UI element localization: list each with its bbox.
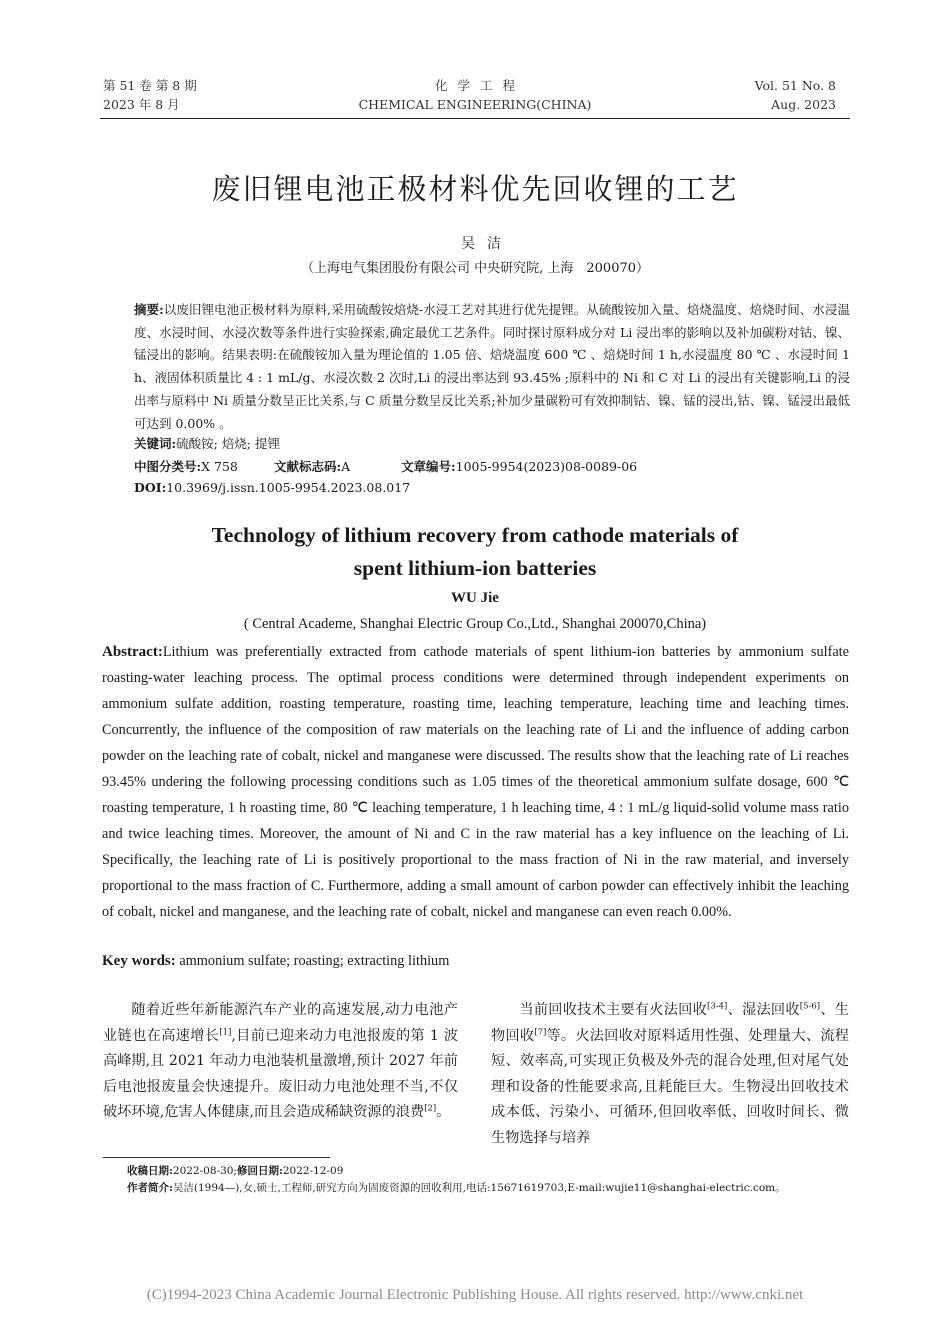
abstract-en-label: Abstract: xyxy=(102,644,163,660)
doi-label: DOI: xyxy=(134,480,167,495)
body-column-left xyxy=(103,998,458,1126)
author-bio-value: 吴洁(1994—),女,硕士,工程师,研究方向为固废资源的回收利用,电话:15671619703,E-mail:wujie11@shanghai-electric.com。 xyxy=(172,1182,786,1194)
journal-name-en: CHEMICAL ENGINEERING(CHINA) xyxy=(358,97,592,112)
footnote-dates xyxy=(127,1163,343,1180)
clc-number xyxy=(134,457,238,475)
volume-issue-en: Vol. 51 No. 8 xyxy=(754,78,836,93)
title-en-line1: Technology of lithium recovery from cathode materials of xyxy=(211,523,739,547)
keywords-cn-label: 关键词: xyxy=(134,436,177,451)
received-date-value: 2022-08-30; xyxy=(172,1165,237,1177)
author-en: WU Jie xyxy=(451,590,499,606)
revised-date-label: 修回日期: xyxy=(236,1165,283,1177)
citation-ref[interactable]: [2] xyxy=(424,1103,437,1114)
received-date-label: 收稿日期: xyxy=(127,1165,173,1177)
footnote-author-bio xyxy=(127,1180,786,1197)
citation-ref[interactable]: [5-6] xyxy=(799,1001,821,1012)
clc-value: X 758 xyxy=(201,459,238,474)
keywords-en-label: Key words: xyxy=(102,953,176,969)
article-number-value: 1005-9954(2023)08-0089-06 xyxy=(455,459,638,474)
abstract-cn-text: 以废旧锂电池正极材料为原料,采用硫酸铵焙烧-水浸工艺对其进行优先提锂。从硫酸铵加入量、焙烧温度、焙烧时间、水浸温度、水浸时间、水浸次数等条件进行实验探索,确定最优工艺条件。同时探讨原料成分对 Li 浸出率的影响以及补加碳粉对钴、镍、锰浸出的影响。结果表明:在硫酸铵加入量为理论值的 1.05 倍、焙烧温度 600 ℃ 、焙烧时间 1 h,水浸温度 80 ℃ 、水浸时间 1 h、液固体积质量比 4 : 1 mL/g、水浸次数 2 次时,Li 的浸出率达到 93.45% ;原料中的 Ni 和 C 对 Li 的浸出有关键影响,Li 的浸出率与原料中 Ni 质量分数呈正比关系,与 C 质量分数呈反比关系;补加少量碳粉可有效抑制钴、镍、锰的浸出,钴、镍、锰浸出最低可达到 0.00% 。 xyxy=(134,302,850,431)
body-text: 等。火法回收对原料适用性强、处理量大、流程短、效率高,可实现正负极及外壳的混合处理,但对尾气处理和设备的性能要求高,且耗能巨大。生物浸出回收技术成本低、污染小、可循环,但回收率低、回收时间长、微生物选择与培养 xyxy=(491,1027,849,1146)
keywords-cn xyxy=(134,434,280,452)
body-text: 。 xyxy=(436,1104,451,1120)
abstract-en-text: Lithium was preferentially extracted from cathode materials of spent lithium-ion batteries by ammonium sulfate roasting-water leaching process. The optimal process conditions were determined through independent experiments on ammonium sulfate addition, roasting temperature, roasting time, leaching temperature, leaching time and leaching times. Concurrently, the influence of the composition of raw materials on the leaching rate of Li and the influence of adding carbon powder on the leaching rate of cobalt, nickel and manganese were discussed. The results show that the leaching rate of Li reaches 93.45% undering the following processing conditions such as 1.05 times of the theoretical ammonium sulfate dosage, 600 ℃ roasting temperature, 1 h roasting time, 80 ℃ leaching temperature, 1 h leaching time, 4 : 1 mL/g liquid-solid volume mass ratio and twice leaching times. Moreover, the amount of Ni and C in the raw material has a key influence on the leaching of Li. Specifically, the leaching rate of Li is positively proportional to the mass fraction of Ni in the raw material, and inversely proportional to the mass fraction of C. Furthermore, adding a small amount of carbon powder can effectively inhibit the leaching of cobalt, nickel and manganese, and the leaching rate of cobalt, nickel and manganese can even reach 0.00%. xyxy=(102,644,849,920)
header-rule xyxy=(100,118,850,119)
keywords-en xyxy=(102,953,449,970)
abstract-cn xyxy=(134,299,850,435)
publication-date-en: Aug. 2023 xyxy=(771,97,836,112)
copyright-notice: (C)1994-2023 China Academic Journal Electronic Publishing House. All rights reserved. http://www.cnki.net xyxy=(146,1287,804,1303)
citation-ref[interactable]: [3-4] xyxy=(707,1001,728,1012)
volume-issue: 第 51 卷 第 8 期 xyxy=(103,78,197,93)
body-text: ,目前已迎来动力电池报废的第 1 波高峰期,且 2021 年动力电池装机量激增,预计 2027 年前后电池报废量会快速提升。废旧动力电池处理不当,不仅破坏环境,危害人体健康,而且会造成稀缺资源的浪费 xyxy=(103,1027,458,1120)
title-en xyxy=(0,519,950,585)
citation-ref[interactable]: [7] xyxy=(534,1026,547,1037)
doc-code-value: A xyxy=(341,459,351,474)
publication-date: 2023 年 8 月 xyxy=(103,97,180,112)
affiliation-cn: （上海电气集团股份有限公司 中央研究院, 上海 200070） xyxy=(300,261,650,276)
title-en-line2: spent lithium-ion batteries xyxy=(353,556,597,580)
body-text: 当前回收技术主要有火法回收 xyxy=(519,1002,708,1018)
article-number-label: 文章编号: xyxy=(401,459,456,474)
citation-ref[interactable]: [1] xyxy=(219,1026,232,1037)
abstract-cn-label: 摘要: xyxy=(134,302,164,317)
title-cn: 废旧锂电池正极材料优先回收锂的工艺 xyxy=(211,172,739,206)
author-bio-label: 作者简介: xyxy=(127,1182,173,1194)
journal-name-cn: 化学工程 xyxy=(434,78,525,93)
keywords-cn-text: 硫酸铵; 焙烧; 提锂 xyxy=(176,436,280,451)
abstract-en xyxy=(102,639,849,925)
author-cn: 吴洁 xyxy=(461,236,513,252)
clc-label: 中图分类号: xyxy=(134,459,202,474)
body-text: 、湿法回收 xyxy=(727,1002,800,1018)
body-column-right xyxy=(491,998,849,1151)
keywords-en-text: ammonium sulfate; roasting; extracting lithium xyxy=(179,953,450,969)
article-number xyxy=(401,457,637,475)
doc-code-label: 文献标志码: xyxy=(274,459,342,474)
journal-issue-en xyxy=(755,76,836,114)
doi xyxy=(134,480,410,495)
revised-date-value: 2022-12-09 xyxy=(282,1165,344,1177)
doi-value: 10.3969/j.issn.1005-9954.2023.08.017 xyxy=(166,480,411,495)
body-text: 随着近些年新能源汽车产业的高速发展,动力电池产业链也在高速增长 xyxy=(103,1002,458,1044)
document-code xyxy=(274,457,350,475)
affiliation-en: ( Central Academe, Shanghai Electric Group Co.,Ltd., Shanghai 200070,China) xyxy=(243,616,707,632)
footnote-rule xyxy=(103,1157,330,1158)
body-text: 、生物回收 xyxy=(491,1002,849,1044)
